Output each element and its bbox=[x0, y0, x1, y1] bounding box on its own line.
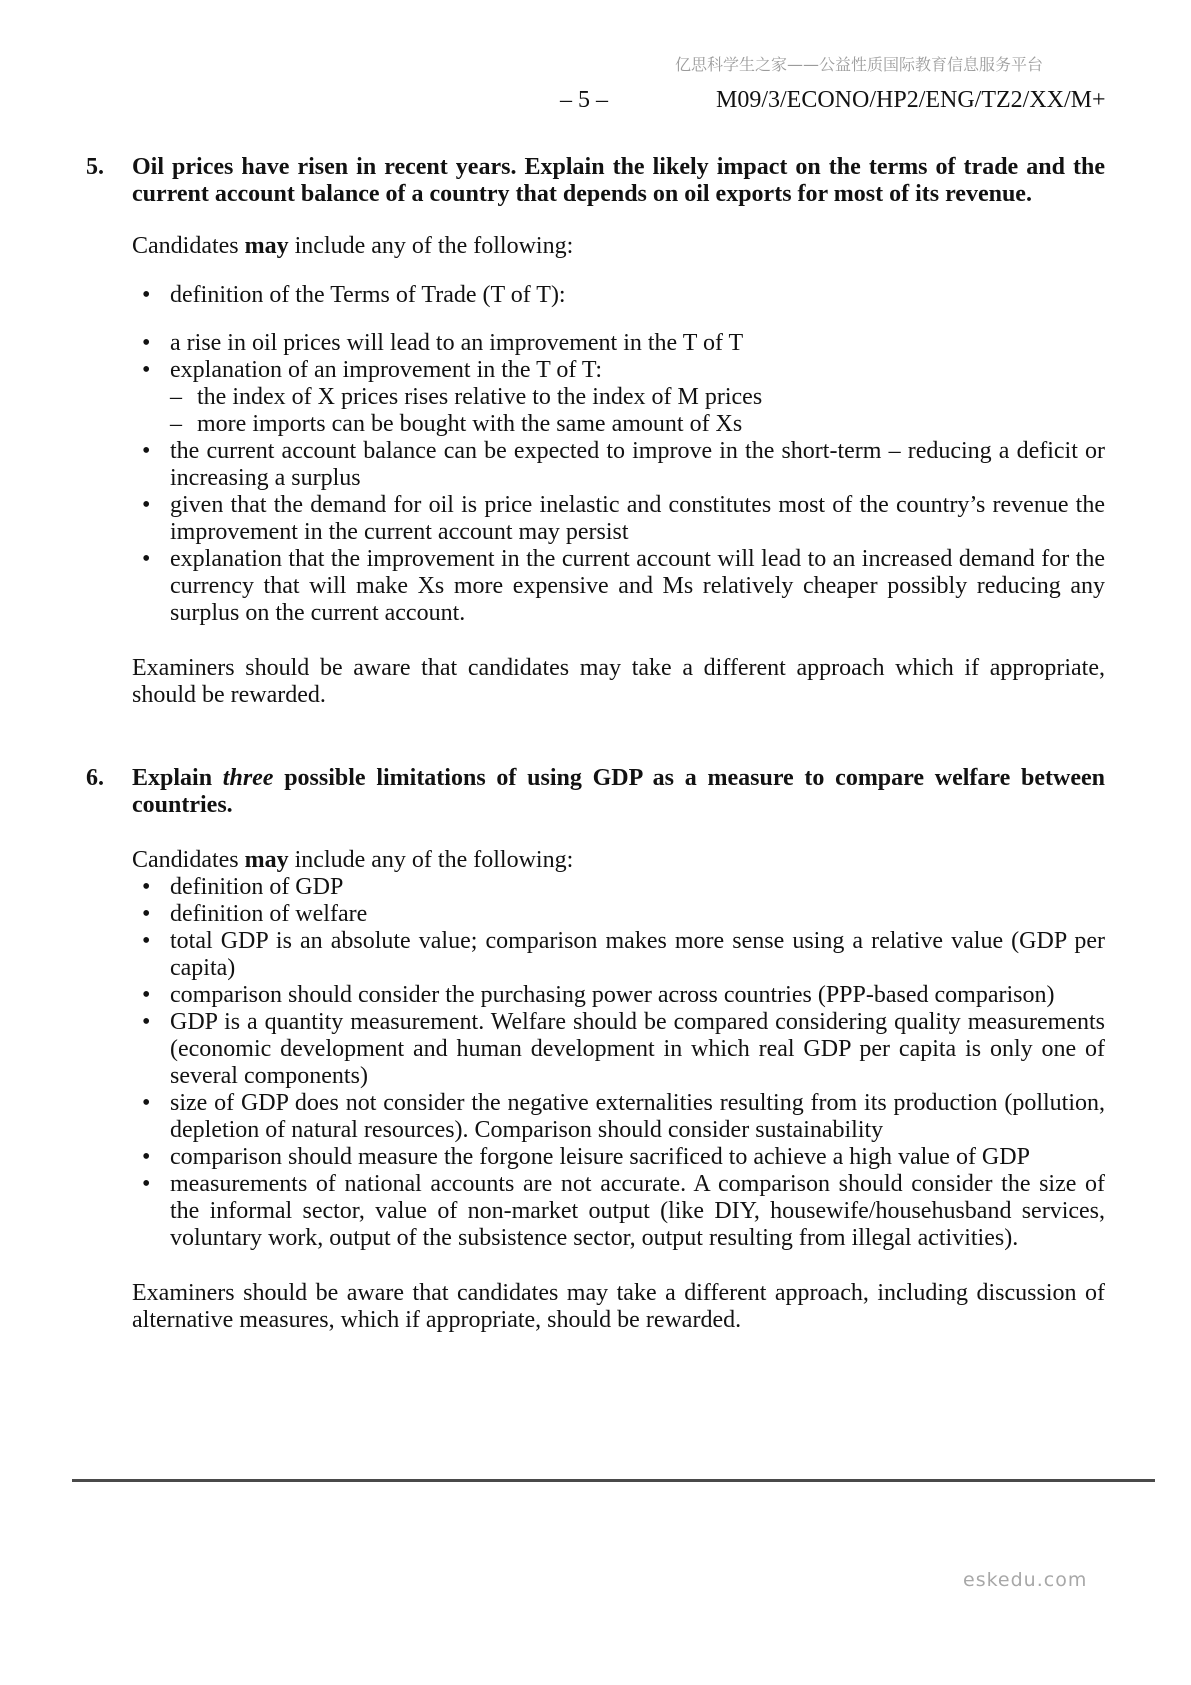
page-content bbox=[86, 154, 1106, 1334]
intro-text: include any of the following: bbox=[288, 233, 574, 259]
question-6-number: 6. bbox=[86, 765, 104, 791]
question-6-examiner-note: Examiners should be aware that candidates may take a different approach, including discussion of alternative measures, which if appropriate, should be rewarded. bbox=[132, 1280, 1105, 1333]
question-6-title bbox=[132, 765, 1105, 819]
title-text: Explain bbox=[132, 765, 223, 791]
bullet-item: • size of GDP does not consider the negative externalities resulting from its production (pollution, depletion of natural resources). Comparison should consider sustainability bbox=[132, 1090, 1105, 1144]
title-italic-three: three bbox=[222, 765, 274, 791]
question-5 bbox=[86, 154, 1105, 709]
question-5-intro bbox=[132, 233, 1105, 260]
bullet-item: • definition of the Terms of Trade (T of T): bbox=[132, 282, 1105, 309]
page-number: – 5 – bbox=[560, 87, 608, 113]
question-5-examiner-note: Examiners should be aware that candidates may take a different approach which if appropriate, should be rewarded. bbox=[132, 655, 1105, 708]
bullet-item: • a rise in oil prices will lead to an improvement in the T of T bbox=[132, 330, 1105, 357]
question-6-intro bbox=[132, 847, 1105, 874]
header-watermark: 亿思科学生之家——公益性质国际教育信息服务平台 bbox=[675, 55, 1044, 74]
sub-bullet-item: – more imports can be bought with the same amount of Xs bbox=[132, 411, 1105, 438]
question-5-number: 5. bbox=[86, 154, 104, 180]
intro-bold-may: may bbox=[244, 233, 289, 259]
intro-text: Candidates bbox=[132, 233, 245, 259]
bullet-item: • comparison should consider the purchasing power across countries (PPP-based comparison) bbox=[132, 982, 1105, 1009]
footer-watermark: eskedu.com bbox=[963, 1569, 1088, 1591]
bullet-item: • given that the demand for oil is price inelastic and constitutes most of the country’s revenue the improvement in the current account may persist bbox=[132, 492, 1105, 546]
sub-bullet-item: – the index of X prices rises relative to the index of M prices bbox=[132, 384, 1105, 411]
intro-text: Candidates bbox=[132, 847, 245, 873]
footnote-rule bbox=[72, 1479, 1155, 1482]
bullet-item: • definition of welfare bbox=[132, 901, 1105, 928]
bullet-item: • GDP is a quantity measurement. Welfare should be compared considering quality measurements (economic development and human development in which real GDP per capita is only one of several components) bbox=[132, 1009, 1105, 1090]
bullet-item: • explanation that the improvement in the current account will lead to an increased demand for the currency that will make Xs more expensive and Ms relatively cheaper possibly reducing any surplus on the current account. bbox=[132, 546, 1105, 627]
intro-bold-may: may bbox=[244, 847, 289, 873]
question-5-title: Oil prices have risen in recent years. Explain the likely impact on the terms of trade and the current account balance of a country that depends on oil exports for most of its revenue. bbox=[132, 154, 1105, 207]
bullet-item: • comparison should measure the forgone leisure sacrificed to achieve a high value of GDP bbox=[132, 1144, 1105, 1171]
bullet-item: • definition of GDP bbox=[132, 874, 1105, 901]
bullet-item: • the current account balance can be expected to improve in the short-term – reducing a deficit or increasing a surplus bbox=[132, 438, 1105, 492]
bullet-item: • explanation of an improvement in the T of T: bbox=[132, 357, 1105, 384]
question-6 bbox=[86, 765, 1106, 1334]
bullet-item: • measurements of national accounts are not accurate. A comparison should consider the size of the informal sector, value of non-market output (like DIY, housewife/househusband services, voluntary work, output of the subsistence sector, output resulting from illegal activities). bbox=[132, 1171, 1105, 1252]
bullet-item: • total GDP is an absolute value; comparison makes more sense using a relative value (GDP per capita) bbox=[132, 928, 1105, 982]
title-text: possible limitations of using GDP as a measure to compare welfare between countries. bbox=[132, 765, 1106, 818]
exam-code: M09/3/ECONO/HP2/ENG/TZ2/XX/M+ bbox=[716, 87, 1106, 113]
intro-text: include any of the following: bbox=[288, 847, 574, 873]
